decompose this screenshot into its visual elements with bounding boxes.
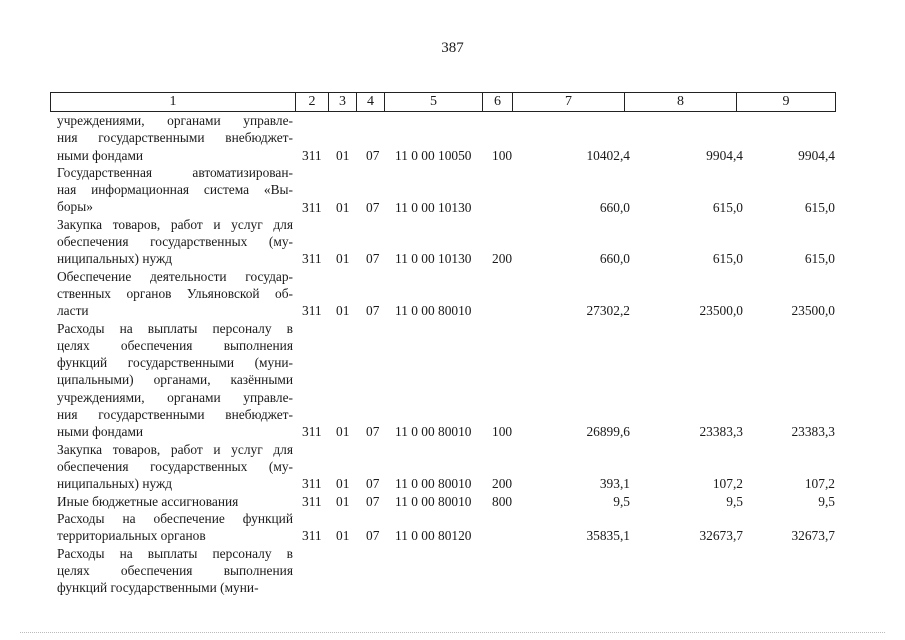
cell-col-9: 615,0 (804, 199, 835, 215)
row-description (57, 510, 293, 545)
cell-col-2: 311 (302, 199, 322, 215)
cell-col-5: 11 0 00 80010 (395, 303, 472, 319)
cell-col-2: 311 (302, 303, 322, 319)
cell-col-2: 311 (302, 493, 322, 509)
row-description (57, 493, 293, 510)
cell-col-9: 9,5 (818, 493, 835, 509)
description-line: территориальных органов (57, 528, 206, 544)
cell-col-5: 11 0 00 10050 (395, 147, 472, 163)
row-description (57, 545, 293, 597)
cell-col-8: 9904,4 (706, 147, 743, 163)
cell-col-6: 200 (492, 251, 513, 267)
description-line: учреждениями, органами управле- (57, 113, 293, 128)
description-line: ния государственными внебюджет- (57, 407, 293, 423)
cell-col-9: 23383,3 (791, 424, 835, 440)
cell-col-2: 311 (302, 251, 322, 267)
description-line: ниципальных) нужд (57, 476, 173, 492)
cell-col-3: 01 (336, 199, 350, 215)
cell-col-6: 100 (492, 424, 513, 440)
column-header-3: 3 (329, 93, 357, 112)
cell-col-2: 311 (302, 528, 322, 544)
row-description (57, 216, 293, 268)
cell-col-3: 01 (336, 528, 350, 544)
cell-col-5: 11 0 00 10130 (395, 251, 472, 267)
cell-col-2: 311 (302, 424, 322, 440)
cell-col-3: 01 (336, 147, 350, 163)
cell-col-7: 10402,4 (586, 147, 630, 163)
cell-col-3: 01 (336, 476, 350, 492)
cell-col-5: 11 0 00 10130 (395, 199, 472, 215)
cell-col-8: 615,0 (712, 199, 743, 215)
scan-artifact-line (20, 632, 885, 634)
cell-col-7: 9,5 (613, 493, 630, 509)
column-header-4: 4 (357, 93, 385, 112)
description-line: ными фондами (57, 424, 144, 440)
description-line: ниципальных) нужд (57, 251, 173, 267)
cell-col-3: 01 (336, 493, 350, 509)
cell-col-2: 311 (302, 476, 322, 492)
description-line: ния государственными внебюджет- (57, 130, 293, 146)
cell-col-9: 107,2 (804, 476, 835, 492)
description-line: ная информационная система «Вы- (57, 182, 293, 198)
description-line: обеспечения государственных (му- (57, 234, 293, 250)
cell-col-8: 9,5 (726, 493, 743, 509)
cell-col-9: 32673,7 (791, 528, 835, 544)
cell-col-9: 23500,0 (791, 303, 835, 319)
description-line: боры» (57, 199, 93, 215)
description-line: функций государственными (муни- (57, 580, 259, 596)
cell-col-9: 9904,4 (798, 147, 835, 163)
row-description (57, 441, 293, 493)
description-line: ласти (57, 303, 89, 319)
cell-col-3: 01 (336, 303, 350, 319)
cell-col-7: 26899,6 (586, 424, 630, 440)
cell-col-6: 100 (492, 147, 513, 163)
row-description (57, 112, 293, 164)
cell-col-5: 11 0 00 80120 (395, 528, 472, 544)
cell-col-7: 35835,1 (586, 528, 630, 544)
cell-col-8: 23500,0 (699, 303, 743, 319)
cell-col-4: 07 (366, 476, 380, 492)
cell-col-3: 01 (336, 251, 350, 267)
description-line: Расходы на обеспечение функций (57, 510, 293, 526)
description-line: целях обеспечения выполнения (57, 337, 293, 353)
cell-col-7: 27302,2 (586, 303, 630, 319)
cell-col-6: 200 (492, 476, 513, 492)
column-header-5: 5 (385, 93, 483, 112)
description-line: ципальными) органами, казёнными (57, 372, 293, 388)
column-header-9: 9 (737, 93, 836, 112)
cell-col-4: 07 (366, 303, 380, 319)
description-line: Государственная автоматизирован- (57, 164, 293, 180)
page-number: 387 (441, 40, 464, 56)
row-description (57, 320, 293, 441)
cell-col-4: 07 (366, 147, 380, 163)
column-header-1: 1 (51, 93, 296, 112)
cell-col-4: 07 (366, 199, 380, 215)
cell-col-8: 32673,7 (699, 528, 743, 544)
description-line: Обеспечение деятельности государ- (57, 268, 293, 284)
column-header-7: 7 (513, 93, 625, 112)
cell-col-8: 615,0 (712, 251, 743, 267)
description-line: функций государственными (муни- (57, 355, 293, 371)
description-line: Закупка товаров, работ и услуг для (57, 216, 293, 232)
cell-col-5: 11 0 00 80010 (395, 493, 472, 509)
column-header-6: 6 (483, 93, 513, 112)
cell-col-4: 07 (366, 493, 380, 509)
cell-col-5: 11 0 00 80010 (395, 476, 472, 492)
cell-col-7: 660,0 (599, 199, 630, 215)
cell-col-7: 660,0 (599, 251, 630, 267)
row-description (57, 268, 293, 320)
cell-col-2: 311 (302, 147, 322, 163)
cell-col-3: 01 (336, 424, 350, 440)
cell-col-8: 23383,3 (699, 424, 743, 440)
description-line: Закупка товаров, работ и услуг для (57, 441, 293, 457)
cell-col-4: 07 (366, 424, 380, 440)
description-line: Расходы на выплаты персоналу в (57, 320, 293, 336)
cell-col-5: 11 0 00 80010 (395, 424, 472, 440)
cell-col-7: 393,1 (599, 476, 630, 492)
cell-col-6: 800 (492, 493, 513, 509)
cell-col-8: 107,2 (712, 476, 743, 492)
description-line: ственных органов Ульяновской об- (57, 285, 293, 301)
description-line: Иные бюджетные ассигнования (57, 493, 239, 509)
description-line: ными фондами (57, 147, 144, 163)
cell-col-4: 07 (366, 528, 380, 544)
row-description (57, 164, 293, 216)
column-header-2: 2 (296, 93, 329, 112)
description-line: обеспечения государственных (му- (57, 458, 293, 474)
cell-col-9: 615,0 (804, 251, 835, 267)
cell-col-4: 07 (366, 251, 380, 267)
description-line: учреждениями, органами управле- (57, 389, 293, 405)
description-line: Расходы на выплаты персоналу в (57, 545, 293, 561)
column-header-8: 8 (625, 93, 737, 112)
description-line: целях обеспечения выполнения (57, 562, 293, 578)
